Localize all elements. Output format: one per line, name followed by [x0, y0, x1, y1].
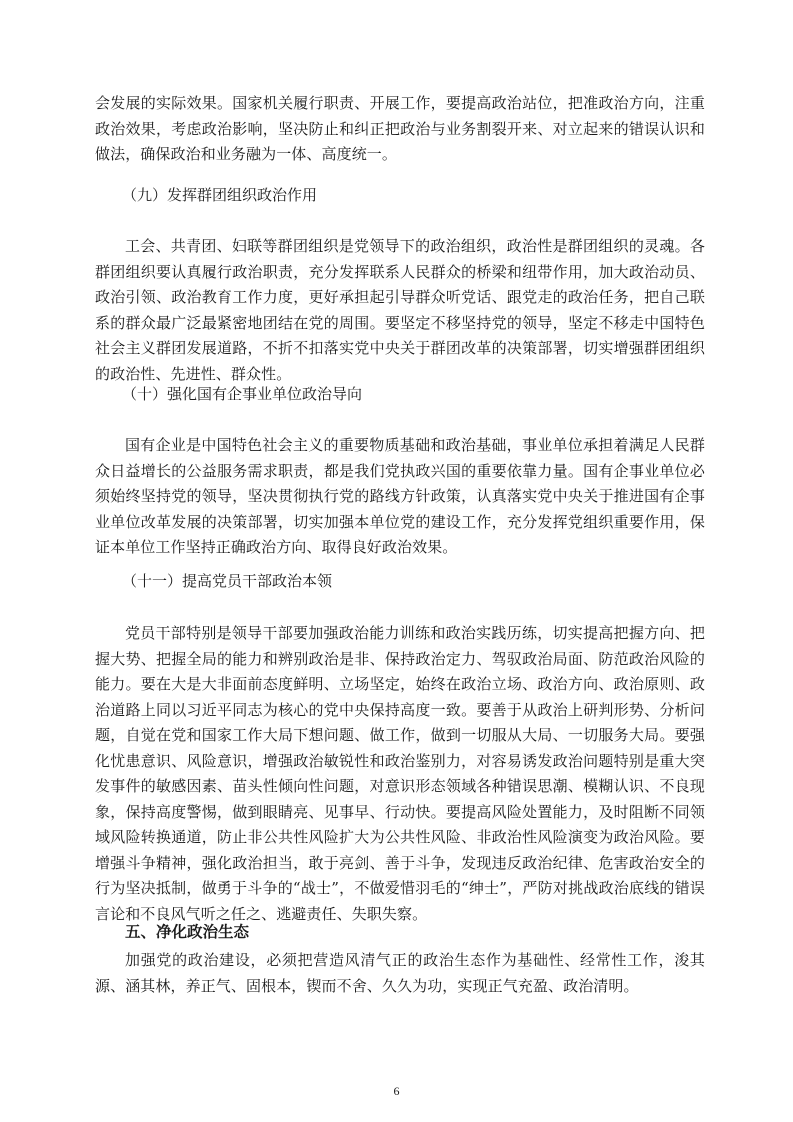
continuation-paragraph: 会发展的实际效果。国家机关履行职责、开展工作，要提高政治站位，把准政治方向，注重政治效果，考虑政治影响，坚决防止和纠正把政治与业务割裂开来、对立起来的错误认识和做法，确保政治和业务融为一体、高度统一。: [95, 94, 705, 163]
section-10-paragraph: 国有企业是中国特色社会主义的重要物质基础和政治基础，事业单位承担着满足人民群众日益增长的公益服务需求职责，都是我们党执政兴国的重要依靠力量。国有企事业单位必须始终坚持党的领导，坚决贯彻执行党的路线方针政策，认真落实党中央关于推进国有企事业单位改革发展的决策部署，切实加强本单位党的建设工作，充分发挥党组织重要作用，保证本单位工作坚持正确政治方向、取得良好政治效果。: [95, 436, 705, 556]
section-11-heading: （十一）提高党员干部政治本领: [122, 572, 333, 590]
section-11-paragraph: 党员干部特别是领导干部要加强政治能力训练和政治实践历练，切实提高把握方向、把握大势、把握全局的能力和辨别政治是非、保持政治定力、驾驭政治局面、防范政治风险的能力。要在大是大非面前态度鲜明、立场坚定，始终在政治立场、政治方向、政治原则、政治道路上同以习近平同志为核心的党中央保持高度一致。要善于从政治上研判形势、分析问题，自觉在党和国家工作大局下想问题、做工作，做到一切服从大局、一切服务大局。要强化忧患意识、风险意识，增强政治敏锐性和政治鉴别力，对容易诱发政治问题特别是重大突发事件的敏感因素、苗头性倾向性问题，对意识形态领域各种错误思潮、模糊认识、不良现象，保持高度警惕，做到眼睛亮、见事早、行动快。要提高风险处置能力，及时阻断不同领域风险转换通道，防止非公共性风险扩大为公共性风险、非政治性风险演变为政治风险。要增强斗争精神，强化政治担当，敢于亮剑、善于斗争，发现违反政治纪律、危害政治安全的行为坚决抵制，做勇于斗争的“战士”，不做爱惜羽毛的“绅士”，严防对挑战政治底线的错误言论和不良风气听之任之、逃避责任、失职失察。: [95, 624, 705, 923]
section-9-heading: （九）发挥群团组织政治作用: [122, 186, 318, 204]
page-number: 6: [393, 1084, 400, 1098]
section-5-paragraph: 加强党的政治建设，必须把营造风清气正的政治生态作为基础性、经常性工作，浚其源、涵其林，养正气、固根本，锲而不舍、久久为功，实现正气充盈、政治清明。: [95, 951, 705, 995]
section-10-heading: （十）强化国有企事业单位政治导向: [122, 385, 363, 403]
section-5-heading: 五、净化政治生态: [125, 922, 250, 941]
section-9-paragraph: 工会、共青团、妇联等群团组织是党领导下的政治组织，政治性是群团组织的灵魂。各群团组织要认真履行政治职责，充分发挥联系人民群众的桥梁和纽带作用，加大政治动员、政治引领、政治教育工作力度，更好承担起引导群众听党话、跟党走的政治任务，把自己联系的群众最广泛最紧密地团结在党的周围。要坚定不移坚持党的领导，坚定不移走中国特色社会主义群团发展道路，不折不扣落实党中央关于群团改革的决策部署，切实增强群团组织的政治性、先进性、群众性。: [95, 237, 705, 383]
